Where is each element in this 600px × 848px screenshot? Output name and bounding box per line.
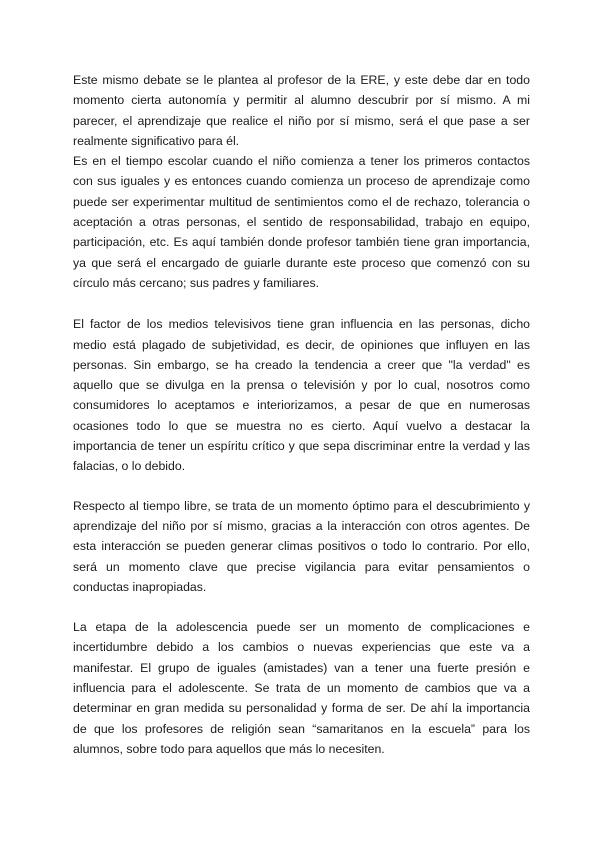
paragraph-ere-debate: Este mismo debate se le plantea al profesor de la ERE, y este debe dar en todo momento cierta autonomía y permitir al alumno descubrir por sí mismo. A mi parecer, el aprendizaje que realice el niño por sí mismo, será el que pase a ser realmente significativo para él.	[73, 73, 530, 148]
paragraph-adolescence: La etapa de la adolescencia puede ser un momento de complicaciones e incertidumbre debido a los cambios o nuevas experiencias que este va a manifestar. El grupo de iguales (amistades) van a tener una fuerte presión e influencia para el adolescente. Se trata de un momento de cambios que va a determinar en gran medida su personalidad y forma de ser. De ahí la importancia de que los profesores de religión sean “samaritanos en la escuela” para los alumnos, sobre todo para aquellos que más lo necesiten.	[73, 620, 530, 756]
document-body	[73, 70, 530, 759]
paragraph-school-time: Es en el tiempo escolar cuando el niño comienza a tener los primeros contactos con sus iguales y es entonces cuando comienza un proceso de aprendizaje como puede ser experimentar multitud de sentimientos como el de rechazo, tolerancia o aceptación a otras personas, el sentido de responsabilidad, trabajo en equipo, participación, etc. Es aquí también donde profesor también tiene gran importancia, ya que será el encargado de guiarle durante este proceso que comenzó con su círculo más cercano; sus padres y familiares.	[73, 154, 530, 290]
paragraph-free-time: Respecto al tiempo libre, se trata de un momento óptimo para el descubrimiento y aprendizaje del niño por sí mismo, gracias a la interacción con otros agentes. De esta interacción se pueden generar climas positivos o todo lo contrario. Por ello, será un momento clave que precise vigilancia para evitar pensamientos o conductas inapropiadas.	[73, 498, 530, 594]
paragraph-media: El factor de los medios televisivos tiene gran influencia en las personas, dicho medio está plagado de subjetividad, es decir, de opiniones que influyen en las personas. Sin embargo, se ha creado la tendencia a creer que "la verdad" es aquello que se divulga en la prensa o televisión y por lo cual, nosotros como consumidores lo aceptamos e interiorizamos, a pesar de que en numerosas ocasiones todo lo que se muestra no es cierto. Aquí vuelvo a destacar la importancia de tener un espíritu crítico y que sepa discriminar entre la verdad y las falacias, o lo debido.	[73, 317, 530, 474]
